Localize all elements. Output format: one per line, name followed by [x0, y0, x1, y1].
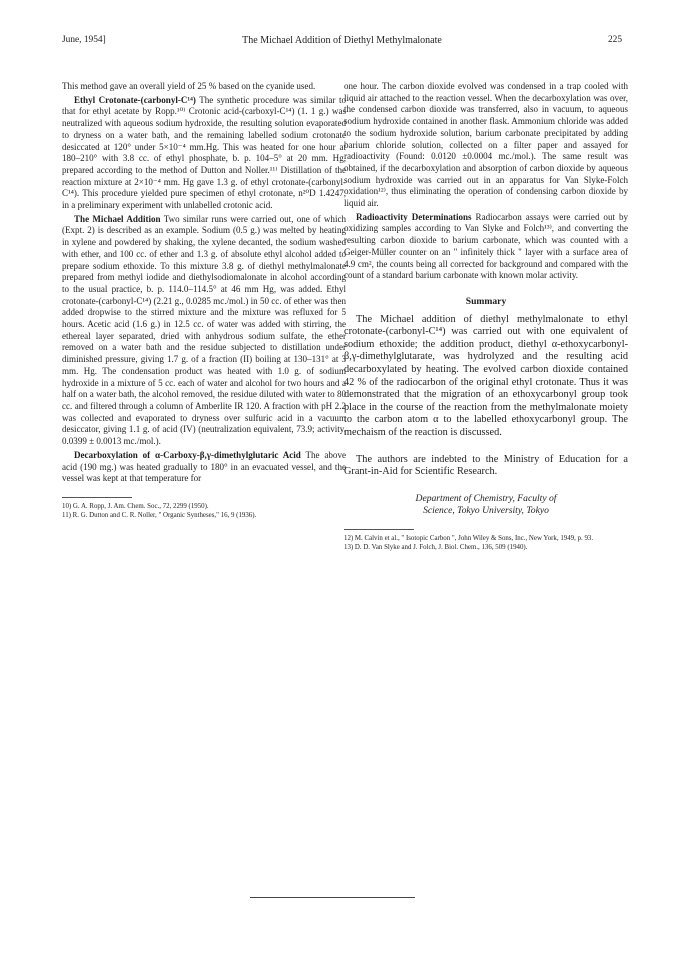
summary-text: The Michael addition of diethyl methylmalonate to ethyl crotonate-(carbonyl-C¹⁴) was carried out with one equivalent of sodium ethoxide; the addition product, diethyl α-ethoxycarbonyl-β,γ-dimethylglutarate, was hydrolyzed and the resulting acid decarboxylated by heating. The evolved carbon dioxide contained 42 % of the radiocarbon of the original ethyl crotonate. Thus it was demonstrated that the migration of an ethoxycarbonyl group took place in the course of the reaction from the methylmalonate moiety to the carbon atom α to the labelled ethoxycarbonyl group. The mechaism of the reaction is discussed.	[344, 313, 628, 438]
acknowledgement-section	[344, 454, 628, 479]
acknowledgement-text: The authors are indebted to the Ministry of Education for a Grant-in-Aid for Scientific Research.	[344, 453, 628, 478]
left-column	[62, 81, 346, 520]
page-number: 225	[607, 35, 622, 45]
affiliation	[344, 493, 628, 517]
decarboxylation-paragraph	[62, 450, 346, 485]
right-column	[344, 81, 628, 552]
footnote-divider-right	[344, 529, 414, 530]
ethyl-crotonate-heading: Ethyl Crotonate-(carbonyl-C¹⁴)	[74, 94, 196, 105]
michael-addition-paragraph	[62, 214, 346, 448]
footnote-divider	[62, 497, 132, 498]
affiliation-line-1: Department of Chemistry, Faculty of	[415, 492, 557, 504]
radioactivity-text: Radiocarbon assays were carried out by oxidizing samples according to Van Slyke and Folch¹³⁾, and converting the resulting carbon dioxide to barium carbonate, which was counted with a Geiger-Müller counter on an " infinitely thick " layer with a surface area of 4.9 cm², the counts being all corrected for background and compared with the count of a standard barium carbonate with known molar activity.	[344, 211, 629, 281]
bottom-rule	[250, 897, 415, 898]
right-footnotes	[344, 534, 628, 552]
intro-paragraph: This method gave an overall yield of 25 % based on the cyanide used.	[62, 81, 316, 91]
footnote-13: 13) D. D. Van Slyke and J. Folch, J. Biol. Chem., 136, 509 (1940).	[344, 543, 528, 551]
summary-heading: Summary	[465, 295, 507, 307]
summary-section	[344, 314, 628, 440]
michael-addition-text: Two similar runs were carried out, one of which (Expt. 2) is described as an example. Sodium (0.5 g.) was melted by heating in xylene and powdered by shaking, the xylene decanted, the sodium washed with ether, and 100 cc. of ether and 1.3 g. of absolute ethyl alcohol added to prepare sodium ethoxide. To this mixture 3.8 g. of diethyl methylmalonate prepared from methyl iodide and diethylsodiomalonate in alcohol according to the usual practice, b. p. 114.0–114.5° at 46 mm Hg, was added. Ethyl crotonate-(carbonyl-C¹⁴) (2.21 g., 0.0285 mc./mol.) in 50 cc. of ether was then added dropwise to the stirred mixture and the mixture was refluxed for 5 hours. Acetic acid (1.6 g.) in 12.5 cc. of water was added with stirring, the ethereal layer separated, dried with anhydrous sodium sulfate, the ether removed on a water bath and the residue subjected to distillation under diminished pressure, giving 1.7 g. of a fraction (II) boiling at 130–131° at 3 mm. Hg. The condensation product was heated with 1.0 g. of sodium hydroxide in a mixture of 5 cc. each of water and alcohol for two hours and a half on a water bath, the alcohol removed, the residue diluted with water to 80 cc. and filtered through a column of Amberlite IR 120. A fraction with pH 2.2 was collected and evaporated to dryness over sulfuric acid in a vacuum desiccator, giving 1.1 g. of acid (IV) (neutralization equivalent, 73.9; activity, 0.0399 ± 0.0013 mc./mol.).	[62, 213, 347, 447]
running-header	[62, 35, 622, 49]
continuation-paragraph: one hour. The carbon dioxide evolved was condensed in a trap cooled with liquid air attached to the reaction vessel. When the decarboxylation was over, the condensed carbon dioxide was transferred, also in vacuum, to aqueous sodium hydroxide contained in another flask. Ammonium chloride was added to the sodium hydroxide solution, barium carbonate precipitated by adding barium chloride solution, collected on a filter paper and assayed for radioactivity (Found: 0.0120 ±0.0004 mc./mol.). The same result was obtained, if the decarboxylation and absorption of carbon dioxide by aqueous sodium hydroxide was carried out in an apparatus for Van Slyke-Folch oxidation¹²⁾, thus eliminating the operation of condensing carbon dioxide by liquid air.	[344, 81, 628, 209]
decarboxylation-text: The above acid (190 mg.) was heated gradually to 180° in an evacuated vessel, and the vessel was kept at that temperature for	[62, 449, 346, 484]
footnote-12: 12) M. Calvin et al., " Isotopic Carbon ", John Wiley & Sons, Inc., New York, 1949, p. 93.	[344, 534, 594, 542]
footnote-11: 11) R. G. Dutton and C. R. Noller, " Organic Syntheses," 16, 9 (1936).	[62, 511, 257, 519]
header-title: The Michael Addition of Diethyl Methylmalonate	[242, 35, 442, 46]
michael-addition-heading: The Michael Addition	[74, 213, 161, 224]
ethyl-crotonate-text: The synthetic procedure was similar to that for ethyl acetate by Ropp.¹⁰⁾ Crotonic acid-(carboxyl-C¹⁴) (1. 1 g.) was neutralized with aqueous sodium hydroxide, the resulting solution evaporated to dryness on a water bath, and the remaining labelled sodium crotonate desiccated at 120° under 5×10⁻⁴ mm.Hg. This was heated for one hour at 180–210° with 3.8 cc. of ethyl phosphate, b. p. 104–5° at 20 mm. Hg, prepared according to the method of Dutton and Noller.¹¹⁾ Distillation of the reaction mixture at 2×10⁻⁴ mm. Hg gave 1.3 g. of ethyl crotonate-(carbonyl-C¹⁴). This procedure yielded pure specimen of ethyl crotonate, n²⁰D 1.4247, in a preliminary experiment with unlabelled crotonic acid.	[62, 94, 346, 211]
left-footnotes	[62, 502, 346, 520]
decarboxylation-heading: Decarboxylation of α-Carboxy-β,γ-dimethylglutaric Acid	[74, 449, 301, 460]
radioactivity-paragraph	[344, 212, 628, 282]
radioactivity-heading: Radioactivity Determinations	[356, 211, 472, 222]
ethyl-crotonate-paragraph	[62, 95, 346, 212]
affiliation-line-2: Science, Tokyo University, Tokyo	[423, 504, 549, 516]
footnote-10: 10) G. A. Ropp, J. Am. Chem. Soc., 72, 2299 (1950).	[62, 502, 209, 510]
header-date: June, 1954]	[62, 35, 106, 45]
